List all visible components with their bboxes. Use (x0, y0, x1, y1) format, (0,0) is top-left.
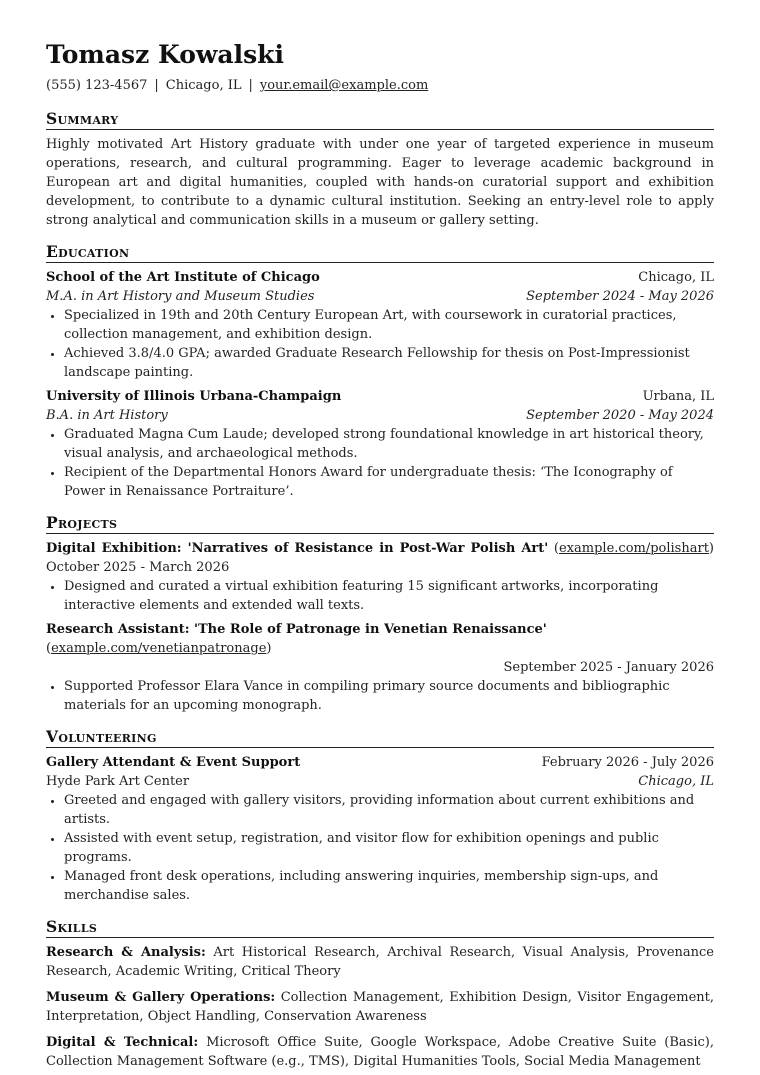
section-title: Volunteering (46, 727, 714, 748)
volunteering-section (46, 727, 714, 905)
skills-section (46, 917, 714, 1071)
skill-items: Collection Management, Exhibition Design, Visitor Engagement, Interpretation, Object Handling, Conservation Awareness (46, 990, 714, 1024)
bullet-item: • Specialized in 19th and 20th Century European Art, with coursework in curatorial practices, collection management, and exhibition design. (64, 306, 714, 344)
skill-group (46, 1033, 714, 1071)
phone: (555) 123-4567 (46, 78, 148, 93)
project-dates: September 2025 - January 2026 (503, 660, 714, 675)
bullet-item: • Assisted with event setup, registration, and visitor flow for exhibition openings and public programs. (64, 829, 714, 867)
dates: September 2024 - May 2026 (526, 289, 714, 304)
bullet-item: • Achieved 3.8/4.0 GPA; awarded Graduate Research Fellowship for thesis on Post-Impressionist landscape painting. (64, 344, 714, 382)
skill-items: Art Historical Research, Archival Research, Visual Analysis, Provenance Research, Academic Writing, Critical Theory (46, 945, 715, 979)
bullet-list (46, 577, 714, 615)
bullet-item: • Supported Professor Elara Vance in compiling primary source documents and bibliographic materials for an upcoming monograph. (64, 677, 714, 715)
volunteer-dates: February 2026 - July 2026 (541, 755, 714, 770)
skill-label: Museum & Gallery Operations: (46, 990, 276, 1005)
bullet-item: • Recipient of the Departmental Honors Award for undergraduate thesis: ‘The Iconography of Power in Renaissance Portraiture’. (64, 463, 714, 501)
bullet-list (46, 425, 714, 501)
school-name: University of Illinois Urbana-Champaign (46, 389, 342, 404)
skill-label: Digital & Technical: (46, 1035, 199, 1050)
education-entry (46, 387, 714, 501)
project-name: Research Assistant: 'The Role of Patronage in Venetian Renaissance' (46, 622, 547, 637)
section-title: Summary (46, 109, 714, 130)
projects-section (46, 513, 714, 715)
project-entry: Research Assistant: 'The Role of Patronage in Venetian Renaissance' (example.com/venetianpatronage) September 2025 - January 2026 • Supported Professor Elara Vance in compiling primary source documents and bibliographic materials for an upcoming monograph. (46, 620, 714, 715)
education-entry (46, 268, 714, 382)
education-section (46, 242, 714, 501)
volunteer-role: Gallery Attendant & Event Support (46, 755, 301, 770)
dates: September 2020 - May 2024 (526, 408, 714, 423)
degree: B.A. in Art History (46, 408, 168, 423)
school-location: Chicago, IL (638, 270, 714, 285)
resume-page (46, 40, 714, 1071)
separator: | (248, 78, 253, 93)
email-link[interactable]: your.email@example.com (259, 78, 429, 93)
degree: M.A. in Art History and Museum Studies (46, 289, 315, 304)
section-title: Education (46, 242, 714, 263)
school-name: School of the Art Institute of Chicago (46, 270, 320, 285)
separator: | (154, 78, 159, 93)
bullet-item: • Managed front desk operations, including answering inquiries, membership sign-ups, and merchandise sales. (64, 867, 714, 905)
bullet-list (46, 791, 714, 905)
skill-group (46, 943, 714, 981)
summary-section (46, 109, 714, 230)
project-entry: Digital Exhibition: 'Narratives of Resistance in Post-War Polish Art' (example.com/polishart) October 2025 - March 2026 • Designed and curated a virtual exhibition featuring 15 significant artworks, incorporating interactive elements and extended wall texts. (46, 539, 714, 615)
skill-items: Microsoft Office Suite, Google Workspace, Adobe Creative Suite (Basic), Collection Management Software (e.g., TMS), Digital Humanities Tools, Social Media Management (46, 1035, 714, 1069)
school-location: Urbana, IL (642, 389, 714, 404)
summary-text: Highly motivated Art History graduate with under one year of targeted experience in museum operations, research, and cultural programming. Eager to leverage academic background in European art and digital humanities, coupled with hands-on curatorial support and exhibition development, to contribute to a dynamic cultural institution. Seeking an entry-level role to apply strong analytical and communication skills in a museum or gallery setting. (46, 137, 714, 228)
bullet-item: • Graduated Magna Cum Laude; developed strong foundational knowledge in art historical theory, visual analysis, and archaeological methods. (64, 425, 714, 463)
project-dates: October 2025 - March 2026 (46, 560, 230, 575)
volunteer-entry (46, 753, 714, 905)
project-link[interactable]: example.com/polishart (559, 541, 709, 556)
project-name: Digital Exhibition: 'Narratives of Resistance in Post-War Polish Art' (46, 541, 549, 556)
volunteer-location: Chicago, IL (638, 774, 714, 789)
location: Chicago, IL (165, 78, 242, 93)
candidate-name: Tomasz Kowalski (46, 40, 285, 69)
section-title: Projects (46, 513, 714, 534)
bullet-list (46, 677, 714, 715)
bullet-item: • Designed and curated a virtual exhibition featuring 15 significant artworks, incorporating interactive elements and extended wall texts. (64, 577, 714, 615)
section-title: Skills (46, 917, 714, 938)
bullet-item: • Greeted and engaged with gallery visitors, providing information about current exhibitions and artists. (64, 791, 714, 829)
bullet-list (46, 306, 714, 382)
skill-label: Research & Analysis: (46, 945, 206, 960)
project-link[interactable]: example.com/venetianpatronage (51, 641, 267, 656)
contact-line (46, 77, 714, 95)
volunteer-org: Hyde Park Art Center (46, 774, 190, 789)
skill-group (46, 988, 714, 1026)
